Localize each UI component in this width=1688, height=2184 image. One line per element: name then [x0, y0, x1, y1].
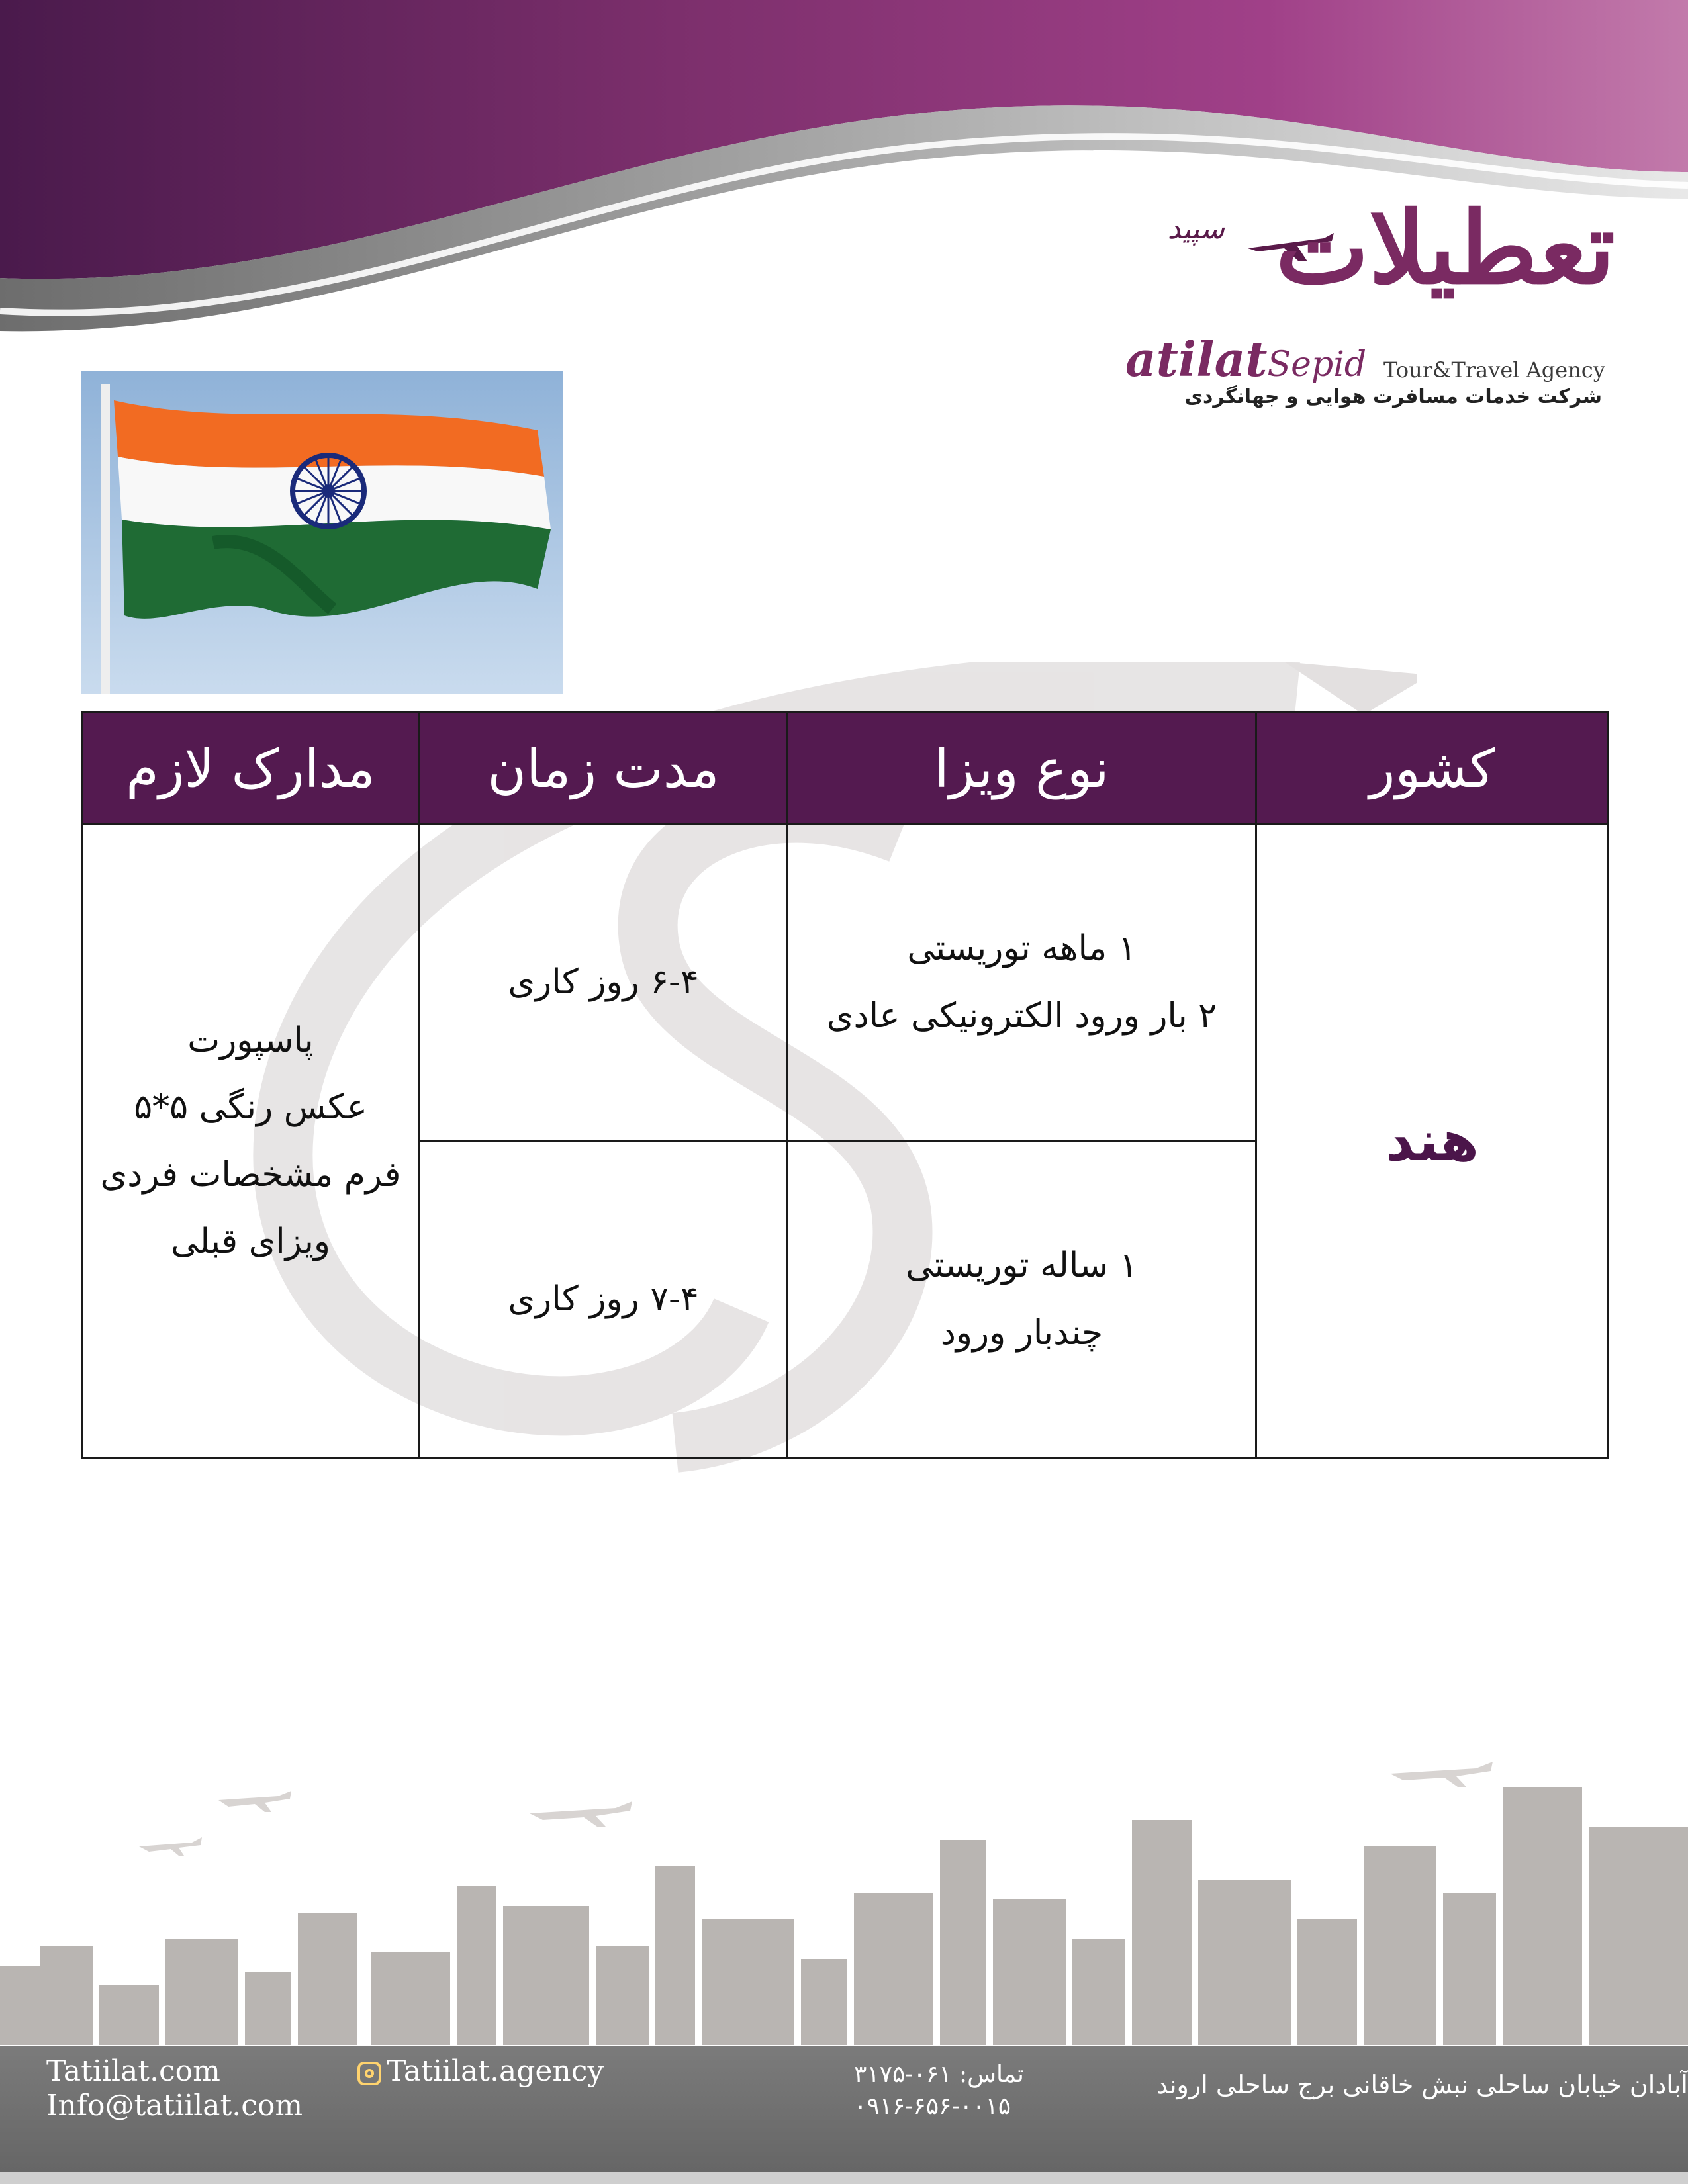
- logo-latin-tatilat: atilat: [1125, 331, 1268, 387]
- table-row: [82, 825, 1609, 1141]
- header-visa-type: نوع ویزا: [788, 713, 1256, 825]
- visa-type-cell: [788, 1141, 1256, 1459]
- phone-number-1: تماس: ۰۶۱-۳۱۷۵: [854, 2061, 1024, 2088]
- duration-cell: ۶-۴ روز کاری: [420, 825, 788, 1141]
- documents-cell: [82, 825, 420, 1459]
- visa-type-cell: [788, 825, 1256, 1141]
- logo-subtitle: شرکت خدمات مسافرت هوایی و جهانگردی: [1184, 385, 1602, 408]
- logo-agency-text: Tour&Travel Agency: [1383, 357, 1605, 383]
- instagram-handle: Tatiilat.agency: [387, 2054, 604, 2088]
- logo-sepid-persian: سپید: [1167, 212, 1225, 246]
- duration-cell: ۷-۴ روز کاری: [420, 1141, 788, 1459]
- instagram-link[interactable]: [357, 2054, 604, 2088]
- footer-bottom-strip: [0, 2172, 1688, 2184]
- company-logo: [1099, 190, 1615, 424]
- country-cell: هند: [1256, 825, 1609, 1459]
- logo-latin-name: [1125, 331, 1366, 387]
- header-documents: مدارک لازم: [82, 713, 420, 825]
- document-item: عکس رنگی ۵*۵: [134, 1087, 367, 1128]
- india-flag-image: [81, 371, 563, 694]
- city-skyline-graphic: [0, 1747, 1688, 2052]
- visa-type-line: چندبار ورود: [940, 1312, 1103, 1353]
- visa-type-line: ۱ ماهه توریستی: [907, 929, 1137, 969]
- website-link[interactable]: Tatiilat.com: [46, 2054, 220, 2088]
- instagram-icon: [357, 2062, 381, 2085]
- document-item: ویزای قبلی: [170, 1221, 331, 1261]
- email-link[interactable]: Info@tatiilat.com: [46, 2089, 303, 2122]
- visa-type-line: ۱ ساله توریستی: [906, 1246, 1138, 1286]
- logo-persian-title: تعطیلات: [1275, 190, 1615, 306]
- header-country: کشور: [1256, 713, 1609, 825]
- table-header-row: [82, 713, 1609, 825]
- logo-latin-sepid: Sepid: [1267, 345, 1367, 385]
- phone-number-2: ۰۹۱۶-۶۵۶-۰۰۱۵: [854, 2093, 1011, 2120]
- document-item: پاسپورت: [187, 1020, 314, 1060]
- header-duration: مدت زمان: [420, 713, 788, 825]
- address-text: آبادان خیابان ساحلی نبش خاقانی برج ساحلی اروند: [1156, 2070, 1688, 2099]
- visa-type-line: ۲ بار ورود الکترونیکی عادی: [826, 995, 1217, 1036]
- visa-info-table: [81, 711, 1609, 1459]
- document-item: فرم مشخصات فردی: [100, 1154, 401, 1195]
